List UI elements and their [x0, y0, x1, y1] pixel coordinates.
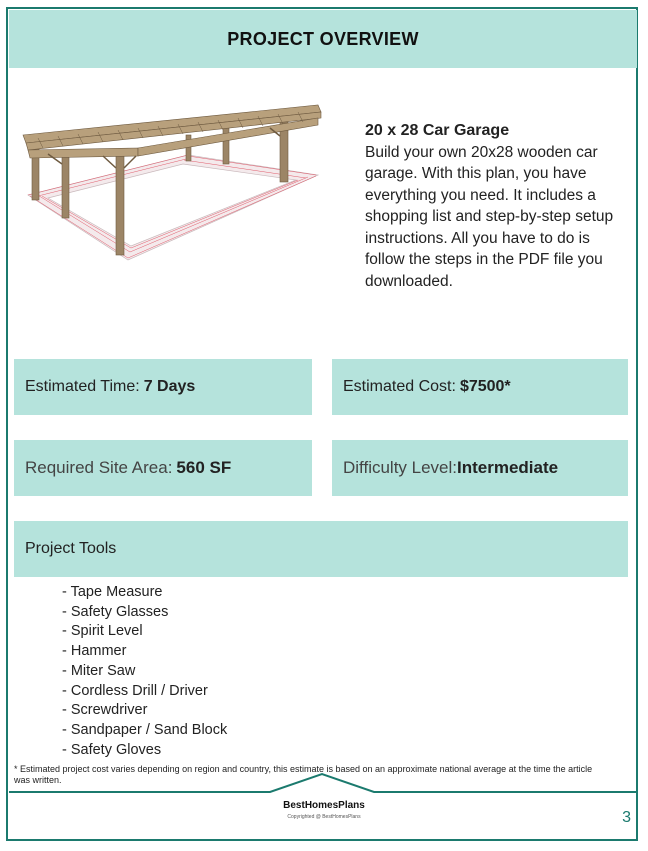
site-area-value: 560 SF	[176, 458, 232, 477]
list-item: - Spirit Level	[62, 623, 143, 640]
cost-footnote: * Estimated project cost varies depending on region and country, this estimate is based on an approximate national average at the time the article was written.	[14, 764, 593, 785]
estimated-cost-label: Estimated Cost:	[343, 378, 456, 395]
list-item: - Tape Measure	[62, 584, 163, 600]
page-number: 3	[622, 809, 631, 826]
list-item: - Screwdriver	[62, 702, 148, 719]
page-title: PROJECT OVERVIEW	[227, 28, 419, 49]
footer-copyright: Copyrighted @ BestHomesPlans	[287, 814, 361, 820]
estimated-cost-value: $7500*	[459, 378, 511, 395]
project-description: Build your own 20x28 wooden car garage. With this plan, you have everything you need. It includes a shopping list and step-by-step setup instructions. All you have to do is follow the steps in the PDF file you downloaded.	[365, 143, 614, 290]
difficulty-value: Intermediate	[457, 458, 559, 477]
list-item: - Miter Saw	[62, 662, 136, 679]
difficulty-label: Difficulty Level:	[343, 458, 458, 477]
estimated-time-label: Estimated Time:	[25, 378, 140, 395]
estimated-time-value: 7 Days	[143, 378, 196, 395]
list-item: - Hammer	[62, 643, 127, 660]
list-item: - Sandpaper / Sand Block	[62, 721, 228, 738]
site-area-label: Required Site Area:	[25, 458, 173, 477]
project-tools-heading: Project Tools	[25, 540, 117, 557]
footer-brand: BestHomesPlans	[283, 800, 365, 811]
list-item: - Safety Glasses	[62, 603, 169, 620]
list-item: - Safety Gloves	[62, 741, 162, 758]
list-item: - Cordless Drill / Driver	[62, 682, 208, 699]
project-title: 20 x 28 Car Garage	[365, 122, 510, 139]
